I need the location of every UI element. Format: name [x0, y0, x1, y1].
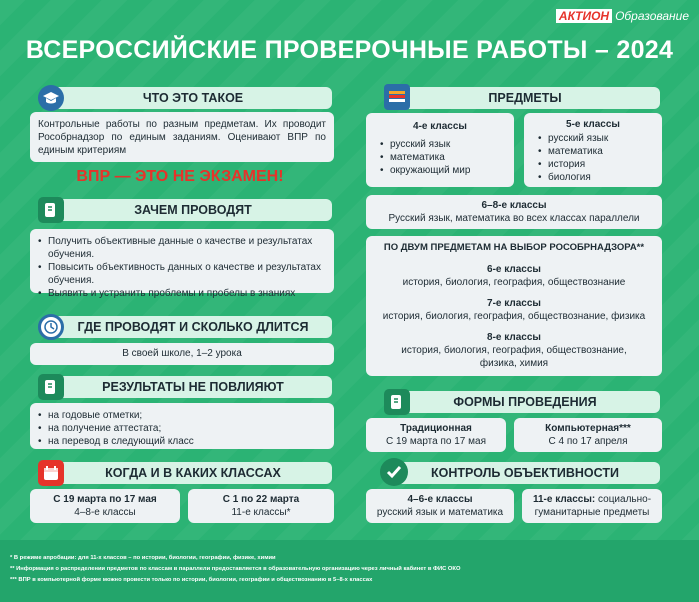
subjects-g4-item: • русский язык: [380, 138, 514, 151]
when-left-grades: 4–8-е классы: [74, 507, 136, 518]
control-left-text: русский язык и математика: [376, 507, 504, 518]
forms-right-title: Компьютерная***: [545, 423, 631, 434]
subjects-g5-title: 5-е классы: [566, 119, 620, 130]
where-header: ГДЕ ПРОВОДЯТ И СКОЛЬКО ДЛИТСЯ: [54, 316, 332, 338]
forms-left-box: [366, 418, 506, 452]
subjects-choice-box: [366, 236, 662, 376]
forms-right-dates: С 4 по 17 апреля: [548, 436, 628, 447]
subjects-g4-item: • окружающий мир: [380, 164, 514, 177]
why-item: • Получить объективные данные о качестве и результатах обучения.: [38, 235, 326, 261]
why-header: ЗАЧЕМ ПРОВОДЯТ: [54, 199, 332, 221]
document-icon: [38, 374, 64, 400]
subjects-g68-title: 6–8-е классы: [481, 200, 547, 211]
where-text: В своей школе, 1–2 урока: [30, 343, 334, 365]
control-right-box: [522, 489, 662, 523]
subjects-g5-item: • русский язык: [538, 132, 662, 145]
subjects-choice-title: ПО ДВУМ ПРЕДМЕТАМ НА ВЫБОР РОСОБРНАДЗОРА**: [383, 242, 645, 253]
when-left-dates: С 19 марта по 17 мая: [53, 494, 157, 505]
when-header: КОГДА И В КАКИХ КЛАССАХ: [54, 462, 332, 484]
subjects-choice-g6-text: история, биология, география, обществознание: [402, 277, 626, 288]
not-exam-banner: ВПР — ЭТО НЕ ЭКЗАМЕН!: [76, 168, 284, 185]
control-header: КОНТРОЛЬ ОБЪЕКТИВНОСТИ: [390, 462, 660, 484]
when-right-dates: С 1 по 22 марта: [222, 494, 300, 505]
subjects-choice-g7-text: история, биология, география, обществознание, физика: [382, 311, 646, 322]
what-header: ЧТО ЭТО ТАКОЕ: [54, 87, 332, 109]
subjects-g68-box: [366, 195, 662, 229]
footnote: * В режиме апробации: для 11-х классов – по истории, биологии, географии, физике, химии: [10, 555, 276, 561]
results-item: • на получение аттестата;: [38, 422, 326, 435]
control-right-text: социально-гуманитарные предметы: [534, 494, 652, 518]
subjects-g5-item: • математика: [538, 145, 662, 158]
footnote: *** ВПР в компьютерной форме можно провести только по истории, биологии, географии и обществознанию в 5–8-х классах: [10, 577, 373, 583]
why-box: [30, 229, 334, 299]
logo-edu: Образование: [615, 9, 689, 23]
results-header: РЕЗУЛЬТАТЫ НЕ ПОВЛИЯЮТ: [54, 376, 332, 398]
why-item: • Выявить и устранить проблемы и пробелы в знаниях: [38, 287, 326, 300]
results-item: • на годовые отметки;: [38, 409, 326, 422]
control-left-box: [366, 489, 514, 523]
logo: [556, 9, 689, 23]
when-right-grades: 11-е классы*: [231, 507, 291, 518]
why-item: • Повысить объективность данных о качестве и результатах обучения.: [38, 261, 326, 287]
results-item: • на перевод в следующий класс: [38, 435, 326, 448]
subjects-g5-item: • биология: [538, 171, 662, 184]
page-title: ВСЕРОССИЙСКИЕ ПРОВЕРОЧНЫЕ РАБОТЫ – 2024: [25, 36, 674, 64]
control-right-title: 11-е классы:: [532, 494, 596, 505]
subjects-g68-text: Русский язык, математика во всех классах параллели: [388, 213, 640, 224]
forms-right-box: [514, 418, 662, 452]
document-icon: [38, 197, 64, 223]
subjects-header: ПРЕДМЕТЫ: [390, 87, 660, 109]
subjects-g4-box: [366, 113, 514, 187]
subjects-g5-item: • история: [538, 158, 662, 171]
clock-icon: [38, 314, 64, 340]
subjects-g4-title: 4-е классы: [413, 121, 467, 132]
footnotes: [10, 553, 690, 586]
graduation-cap-icon: [38, 85, 64, 111]
control-left-title: 4–6-е классы: [407, 494, 473, 505]
subjects-g5-box: [524, 113, 662, 187]
forms-header: ФОРМЫ ПРОВЕДЕНИЯ: [390, 391, 660, 413]
results-box: [30, 403, 334, 449]
when-right-box: [188, 489, 334, 523]
subjects-choice-g6-title: 6-е классы: [487, 264, 541, 275]
subjects-g4-item: • математика: [380, 151, 514, 164]
document-icon: [384, 389, 410, 415]
what-text-box: [30, 112, 334, 162]
logo-brand: АКТИОН: [556, 9, 612, 23]
footnote: ** Информация о распределении предметов по классам в параллели предоставляется в образовательную организацию через личный кабинет в ФИС ОКО: [10, 566, 461, 572]
subjects-choice-g8-text: история, биология, география, обществознание, физика, химия: [401, 345, 627, 369]
subjects-choice-g7-title: 7-е классы: [487, 298, 541, 309]
books-icon: [384, 84, 410, 110]
calendar-icon: [38, 460, 64, 486]
forms-left-dates: С 19 марта по 17 мая: [386, 436, 486, 447]
when-left-box: [30, 489, 180, 523]
subjects-choice-g8-title: 8-е классы: [487, 332, 541, 343]
what-text: Контрольные работы по разным предметам. Их проводит Рособрнадзор по единым заданиям. Оценивают ВПР по единым критериям: [38, 119, 326, 156]
forms-left-title: Традиционная: [400, 423, 472, 434]
checkmark-icon: [380, 458, 408, 486]
